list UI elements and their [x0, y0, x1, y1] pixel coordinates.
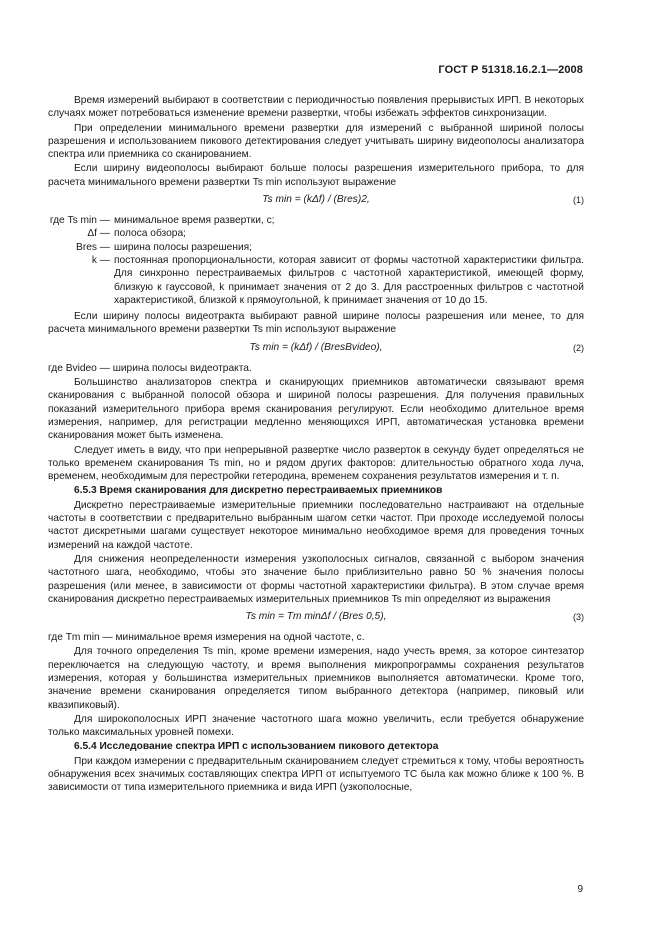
definition-row	[48, 214, 584, 227]
section-heading-6-5-3: 6.5.3 Время сканирования для дискретно перестраиваемых приемников	[74, 485, 443, 497]
paragraph: Если ширину видеополосы выбирают больше полосы разрешения измерительного прибора, то для расчета минимального времени развертки Ts min используют выражение	[48, 163, 584, 188]
definition-symbol: Δf —	[87, 228, 110, 240]
paragraph: Следует иметь в виду, что при непрерывной развертке число разверток в секунду будет определяться не только временем сканирования Ts min, но и рядом других факторов: длительностью обратного хода луча, временем, необходимым для перестройки гетеродина, временем сохранения результатов измерения и т. п.	[48, 444, 584, 483]
definition-symbol: где Ts min —	[49, 215, 110, 227]
paragraph: Дискретно перестраиваемые измерительные приемники последовательно настраивают на отдельные частоты в соответствии с предварительно выбранным шагом сетки частот. При проходе исследуемой полосы частот дискретными шагами существует некоторое минимально необходимое время для проведения точных измерений на каждой частоте.	[48, 499, 584, 551]
paragraph: Для точного определения Ts min, кроме времени измерения, надо учесть время, за которое синтезатор переключается на следующую частоту, и время выполнения микропрограммы сохранения результатов измерения, которая у большинства измерительных приемников выполняется автоматически. Кроме того, значение времени сканирования определяется типом выбранного детектора (например, пиковый или квазипиковый).	[48, 646, 584, 711]
definition-row	[48, 227, 584, 240]
formula-3-number: (3)	[573, 612, 584, 623]
formula-3	[48, 610, 584, 625]
paragraph: При каждом измерении с предварительным сканированием следует стремиться к тому, чтобы вероятность обнаружения всех значимых составляющих спектра ИРП от испытуемого ТС была как можно ближе к 100 %. В зависимости от типа измерительного приемника и вида ИРП (узкополосные,	[48, 755, 584, 794]
paragraph: Если ширину полосы видеотракта выбирают равной ширине полосы разрешения или менее, то для расчета минимального времени развертки Ts min используют выражение	[48, 311, 584, 336]
formula-1-text: Ts min = (kΔf) / (Bres)2,	[262, 194, 370, 206]
definitions-list	[48, 214, 584, 307]
definition-row	[48, 254, 584, 307]
document-body	[48, 94, 584, 796]
formula-1	[48, 193, 584, 208]
paragraph: Для широкополосных ИРП значение частотного шага можно увеличить, если требуется обнаружение только максимальных уровней помехи.	[48, 713, 584, 739]
definition-desc: постоянная пропорциональности, которая зависит от формы частотной характеристики фильтра. Для синхронно перестраиваемых фильтров с частотной характеристикой, имеющей форму, близкую к гауссовой, k принимает значения от 2 до 3. Для расстроенных фильтров с частотной характеристикой, близкой к прямоугольной, k принимает значения от 10 до 15.	[114, 254, 584, 306]
paragraph: Большинство анализаторов спектра и сканирующих приемников автоматически связывают время сканирования с выбранной полосой обзора и шириной полосы разрешения. Для получения правильных показаний измерительного прибора время сканирования регулируют. Если необходимо длительное время измерения, например, для регистрации медленно меняющихся ИРП, автоматическая установка времени сканирования может быть изменена.	[48, 377, 584, 442]
formula-1-number: (1)	[573, 195, 584, 206]
paragraph: Для снижения неопределенности измерения узкополосных сигналов, связанной с выбором значения частотного шага, необходимо, чтобы это значение было приблизительно равно 50 % значения полосы разрешения (или менее, в зависимости от формы частотной характеристики фильтра). В этом случае время сканирования дискретно перестраиваемых измерительных приемников Ts min определяют из выражения	[48, 553, 584, 605]
paragraph: При определении минимального времени развертки для измерений с выбранной шириной полосы разрешения и использованием пикового детектирования следует учитывать ширину видеополосы анализатора спектра или приемника со сканированием.	[48, 122, 584, 161]
definition-desc: полоса обзора;	[114, 228, 186, 240]
formula-3-text: Ts min = Tm minΔf / (Bres 0,5),	[245, 611, 387, 623]
where-clause: где Tm min — минимальное время измерения на одной частоте, с.	[48, 632, 365, 644]
definition-desc: ширина полосы разрешения;	[114, 241, 252, 253]
where-clause: где Bvideo — ширина полосы видеотракта.	[48, 362, 252, 374]
definition-desc: минимальное время развертки, с;	[114, 215, 275, 227]
section-heading-6-5-4: 6.5.4 Исследование спектра ИРП с использованием пикового детектора	[74, 741, 439, 753]
formula-2-text: Ts min = (kΔf) / (BresBvideo),	[249, 341, 383, 353]
definition-symbol: Bres —	[76, 241, 110, 253]
document-header: ГОСТ Р 51318.16.2.1—2008	[438, 64, 583, 76]
paragraph: Время измерений выбирают в соответствии с периодичностью появления прерывистых ИРП. В некоторых случаях может потребоваться изменение времени развертки, чтобы избежать эффектов синхронизации.	[48, 95, 584, 120]
formula-2-number: (2)	[573, 342, 584, 353]
formula-2	[48, 341, 584, 356]
page-number: 9	[577, 884, 583, 895]
definition-row	[48, 241, 584, 254]
definition-symbol: k —	[91, 254, 110, 266]
